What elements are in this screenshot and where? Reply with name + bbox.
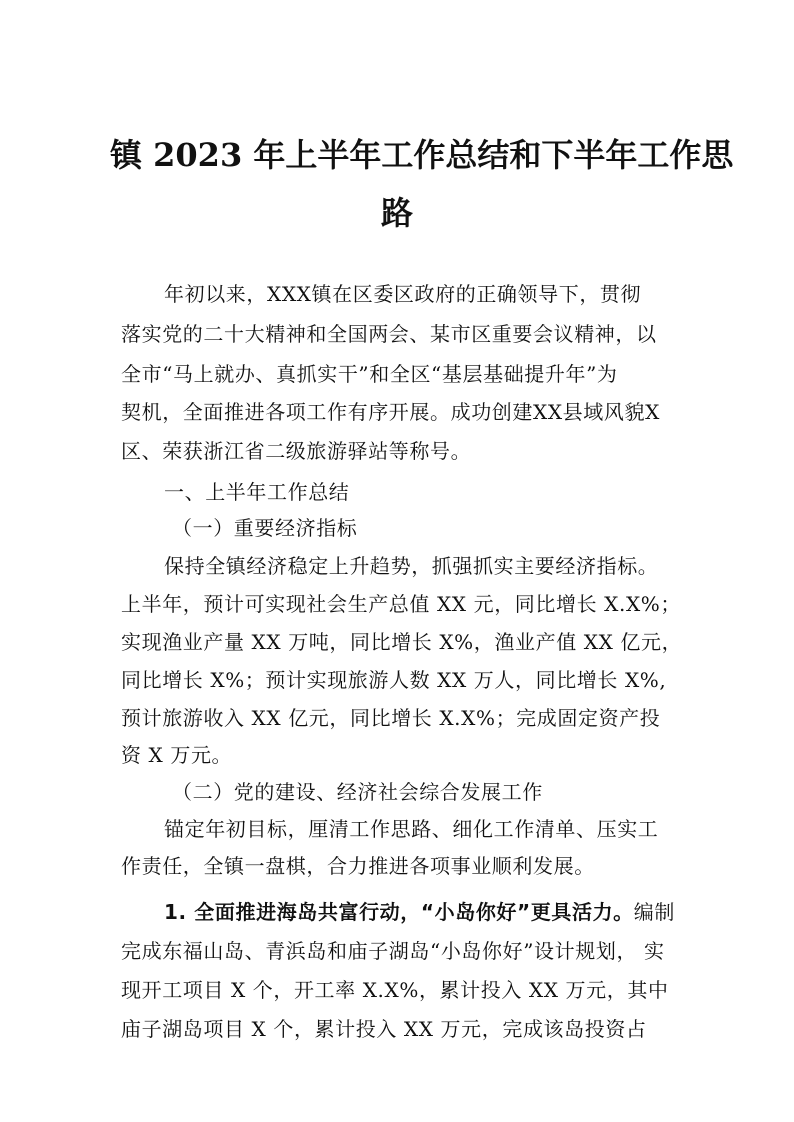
section-heading: 一、上半年工作总结 (164, 480, 350, 504)
document-title-line-1: 镇 2023 年上半年工作总结和下半年工作思 (110, 136, 734, 174)
paragraph-line: 年初以来，XXX镇在区委区政府的正确领导下，贯彻 (164, 282, 642, 306)
paragraph-line: 保持全镇经济稳定上升趋势，抓强抓实主要经济指标。 (164, 554, 659, 578)
paragraph-line: 契机，全面推进各项工作有序开展。成功创建XX县域风貌X (121, 400, 660, 424)
paragraph-line: 锚定年初目标，厘清工作思路、细化工作清单、压实工 (164, 817, 659, 841)
paragraph-line: 同比增长 X%；预计实现旅游人数 XX 万人，同比增长 X%, (121, 668, 667, 692)
paragraph-line: 落实党的二十大精神和全国两会、某市区重要会议精神，以 (121, 322, 657, 346)
subsection-heading: （一）重要经济指标 (172, 516, 358, 540)
item-1-lead: 编制 (633, 900, 675, 924)
paragraph-line: 完成东福山岛、青浜岛和庙子湖岛“小岛你好”设计规划， 实 (121, 939, 665, 963)
subsection-heading: （二）党的建设、经济社会综合发展工作 (172, 780, 543, 804)
document-title-line-2: 路 (380, 194, 413, 232)
item-1-heading: 1. 全面推进海岛共富行动，“小岛你好”更具活力。 (164, 900, 634, 924)
paragraph-line: 庙子湖岛项目 X 个，累计投入 XX 万元，完成该岛投资占 (121, 1017, 647, 1041)
paragraph-line: 区、荣获浙江省二级旅游驿站等称号。 (121, 439, 472, 463)
paragraph-line: 作责任，全镇一盘棋，合力推进各项事业顺利发展。 (121, 854, 595, 878)
paragraph-line: 资 X 万元。 (121, 743, 233, 767)
paragraph-line: 全市“马上就办、真抓实干”和全区“基层基础提升年”为 (121, 362, 618, 386)
paragraph-line: 上半年，预计可实现社会生产总值 XX 元，同比增长 X.X%； (121, 592, 681, 616)
paragraph-line: 现开工项目 X 个，开工率 X.X%，累计投入 XX 万元，其中 (121, 978, 669, 1002)
paragraph-line: 预计旅游收入 XX 亿元，同比增长 X.X%；完成固定资产投 (121, 706, 661, 730)
item-1-heading-line (164, 898, 684, 926)
paragraph-line: 实现渔业产量 XX 万吨，同比增长 X%，渔业产值 XX 亿元， (121, 630, 683, 654)
